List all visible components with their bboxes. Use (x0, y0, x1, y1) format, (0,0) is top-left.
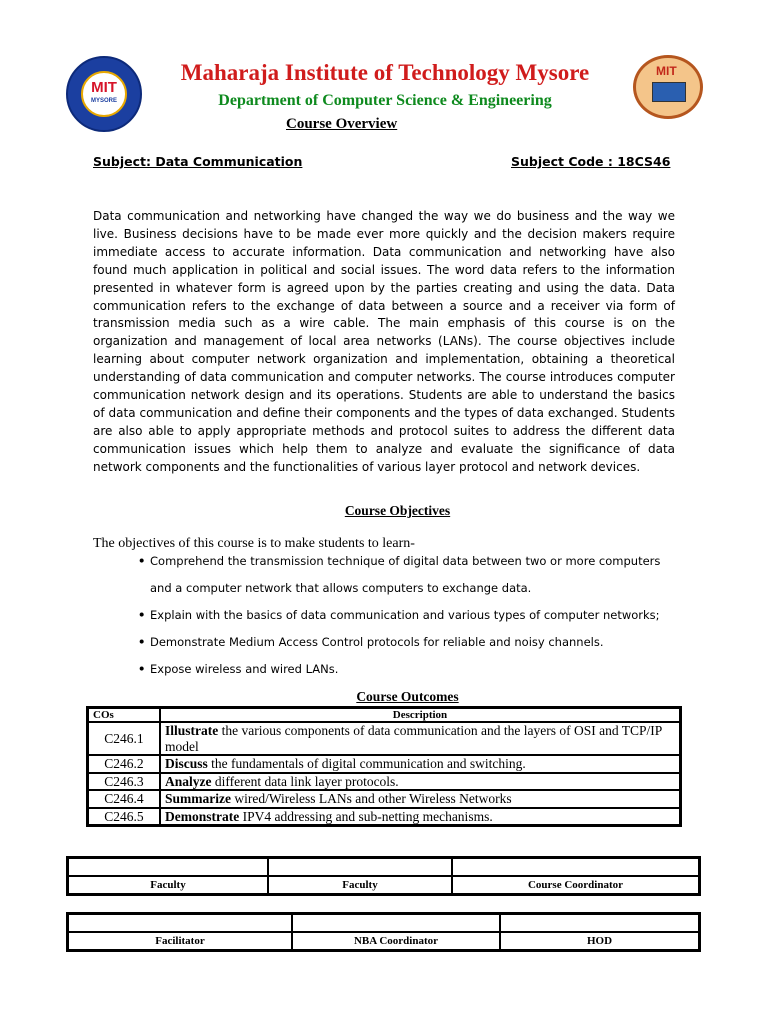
objective-item-continuation: and a computer network that allows computers to exchange data. (150, 581, 532, 595)
department-logo-right (633, 55, 703, 119)
right-logo-text: MIT (656, 64, 677, 78)
table-row (88, 755, 680, 773)
table-row (88, 773, 680, 791)
signature-label: Course Coordinator (452, 876, 699, 894)
co-code: C246.1 (88, 722, 160, 755)
table-header-row (88, 708, 680, 722)
signature-label-row (68, 876, 699, 894)
signature-label: Faculty (268, 876, 452, 894)
co-code: C246.3 (88, 773, 160, 791)
signature-label: HOD (500, 932, 699, 950)
table-row (88, 722, 680, 755)
signature-label: Facilitator (68, 932, 292, 950)
document-title: Course Overview (286, 116, 398, 132)
co-description: Demonstrate IPV4 addressing and sub-netting mechanisms. (160, 808, 680, 826)
co-code: C246.2 (88, 755, 160, 773)
institute-logo-left (66, 56, 142, 132)
signature-space-row (68, 858, 699, 876)
subject-name: Subject: Data Communication (93, 154, 303, 169)
objectives-intro: The objectives of this course is to make students to learn- (93, 536, 415, 551)
objectives-heading: Course Objectives (344, 503, 451, 518)
co-code: C246.4 (88, 790, 160, 808)
objective-item: • Expose wireless and wired LANs. (138, 662, 339, 676)
bullet-icon: • (138, 635, 146, 649)
objective-item: • Explain with the basics of data communication and various types of computer networks; (138, 608, 660, 622)
co-description: Discuss the fundamentals of digital communication and switching. (160, 755, 680, 773)
computer-icon (652, 82, 686, 102)
signature-label: Faculty (68, 876, 268, 894)
left-logo-text: MIT (91, 79, 117, 96)
institute-title: Maharaja Institute of Technology Mysore (180, 60, 590, 85)
bullet-icon: • (138, 554, 146, 568)
subject-code: Subject Code : 18CS46 (511, 154, 671, 169)
co-description: Illustrate the various components of data communication and the layers of OSI and TCP/IP model (160, 722, 680, 755)
bullet-icon: • (138, 608, 146, 622)
bullet-icon: • (138, 662, 146, 676)
co-description: Analyze different data link layer protocols. (160, 773, 680, 791)
co-description: Summarize wired/Wireless LANs and other Wireless Networks (160, 790, 680, 808)
column-header-description: Description (160, 708, 680, 722)
outcomes-heading: Course Outcomes (356, 689, 459, 704)
table-row (88, 790, 680, 808)
department-title: Department of Computer Science & Engineering (218, 92, 552, 109)
signature-label-row (68, 932, 699, 950)
signature-table-admin (66, 912, 701, 952)
signature-table-faculty (66, 856, 701, 896)
objective-item: • Comprehend the transmission technique of digital data between two or more computers (138, 554, 661, 568)
co-code: C246.5 (88, 808, 160, 826)
signature-label: NBA Coordinator (292, 932, 500, 950)
table-row (88, 808, 680, 826)
left-logo-subtext: MYSORE (90, 98, 117, 104)
overview-paragraph: Data communication and networking have changed the way we do business and the way we live. Business decisions have to be made ever more quickly and the decision makers require immediate access to accurate information. Data communication and networking have also found much application in political and social issues. The word data refers to the information presented in whatever form is agreed upon by the parties creating and using the data. Data communication refers to the exchange of data between a source and a receiver via form of transmission media such as a wire cable. The main emphasis of this course is on the organization and management of local area networks (LANs). The course objectives include learning about computer network organization and implementation, obtaining a theoretical understanding of data communication and computer networks. The course introduces computer communication network design and its operations. Students are able to understand the basics of data communication and define their components and the types of data exchanged. Students are also able to apply appropriate methods and protocol suites to address the different data communication issues which help them to analyze and evaluate the significance of data network components and the functionalities of various layer protocol and network devices. (93, 209, 675, 474)
signature-space-row (68, 914, 699, 932)
column-header-cos: COs (88, 708, 160, 722)
objective-item: • Demonstrate Medium Access Control protocols for reliable and noisy channels. (138, 635, 604, 649)
course-outcomes-table (86, 706, 682, 827)
